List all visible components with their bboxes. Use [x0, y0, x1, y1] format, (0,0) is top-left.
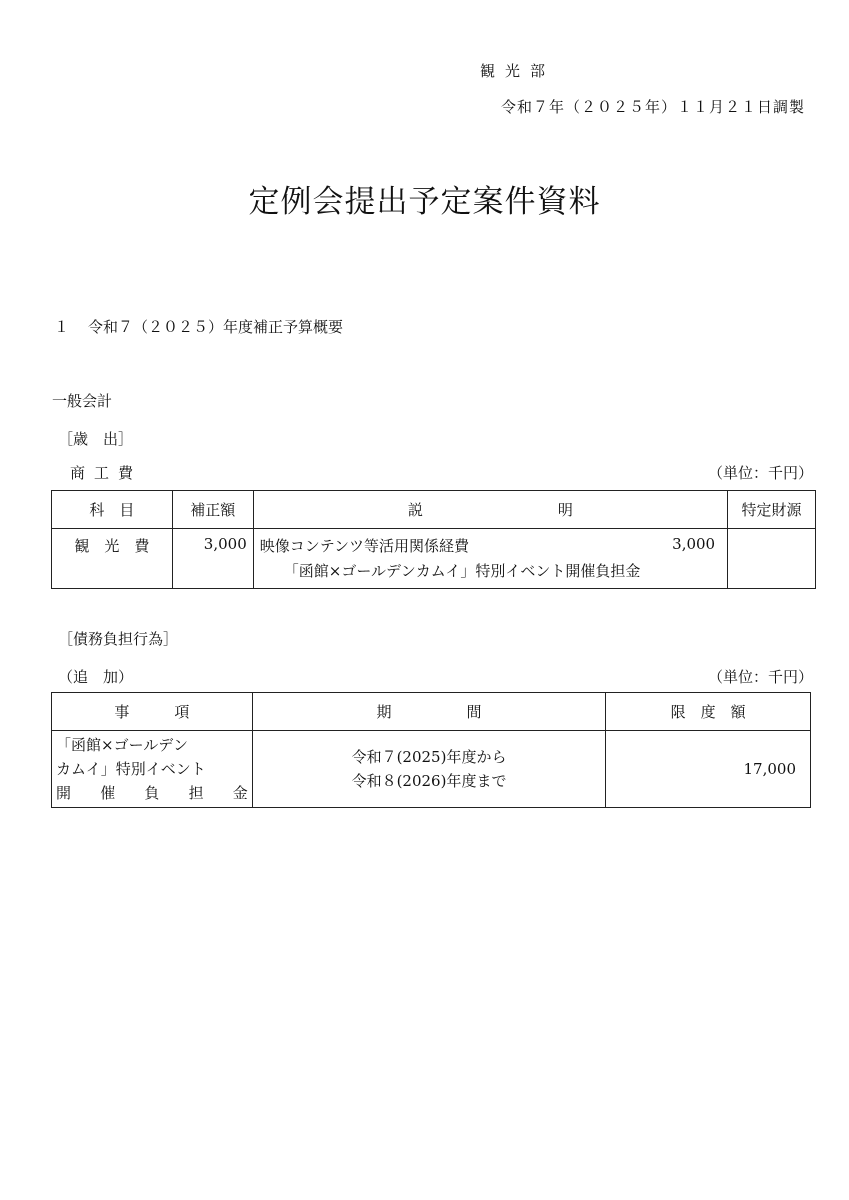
description-subtext: 「函館×ゴールデンカムイ」特別イベント開催負担金: [283, 562, 641, 580]
item-line: 開 催 負 担 金: [56, 784, 248, 802]
description-amount: 3,000: [672, 535, 716, 553]
addition-label: （追 加）: [58, 668, 134, 686]
unit-label-expenditure: （単位：千円）: [707, 464, 813, 482]
column-header: 科 目: [52, 491, 173, 529]
debt-burden-label: ［債務負担行為］: [58, 630, 179, 648]
column-header: 特定財源: [728, 491, 816, 529]
general-account-label: 一般会計: [52, 392, 113, 410]
item-cell: [52, 731, 253, 808]
item-line: 「函館×ゴールデン: [56, 736, 188, 754]
debt-burden-table: [51, 692, 811, 808]
column-header: 限 度 額: [606, 693, 811, 731]
source-cell: [728, 529, 816, 589]
period-end: 令和８(2026)年度まで: [351, 772, 507, 790]
column-header: 期 間: [252, 693, 605, 731]
column-header: 補正額: [172, 491, 253, 529]
table-header-row: [52, 491, 816, 529]
period-cell: [252, 731, 605, 808]
column-header: 説 明: [253, 491, 727, 529]
item-cell: 観 光 費: [52, 529, 173, 589]
table-header-row: [52, 693, 811, 731]
item-line: カムイ」特別イベント: [56, 760, 206, 778]
amount-cell: 3,000: [172, 529, 253, 589]
limit-cell: 17,000: [606, 731, 811, 808]
expenditure-label: ［歳 出］: [58, 430, 134, 448]
table-row: [52, 529, 816, 589]
section-number: １: [54, 318, 70, 336]
category-label: 商工費: [70, 464, 143, 482]
prepared-date: 令和７年（２０２５年）１１月２１日調製: [500, 98, 805, 116]
period-start: 令和７(2025)年度から: [351, 748, 507, 766]
department-name: 観光部: [480, 62, 556, 80]
unit-label-debt: （単位：千円）: [707, 668, 813, 686]
section-label: 令和７（２０２５）年度補正予算概要: [88, 318, 344, 336]
column-header: 事 項: [52, 693, 253, 731]
description-text: 映像コンテンツ等活用関係経費: [259, 537, 470, 555]
description-cell: [253, 529, 727, 589]
section-1-heading: [54, 316, 343, 337]
expenditure-table: [51, 490, 816, 589]
document-title: 定例会提出予定案件資料: [248, 184, 601, 220]
table-row: [52, 731, 811, 808]
